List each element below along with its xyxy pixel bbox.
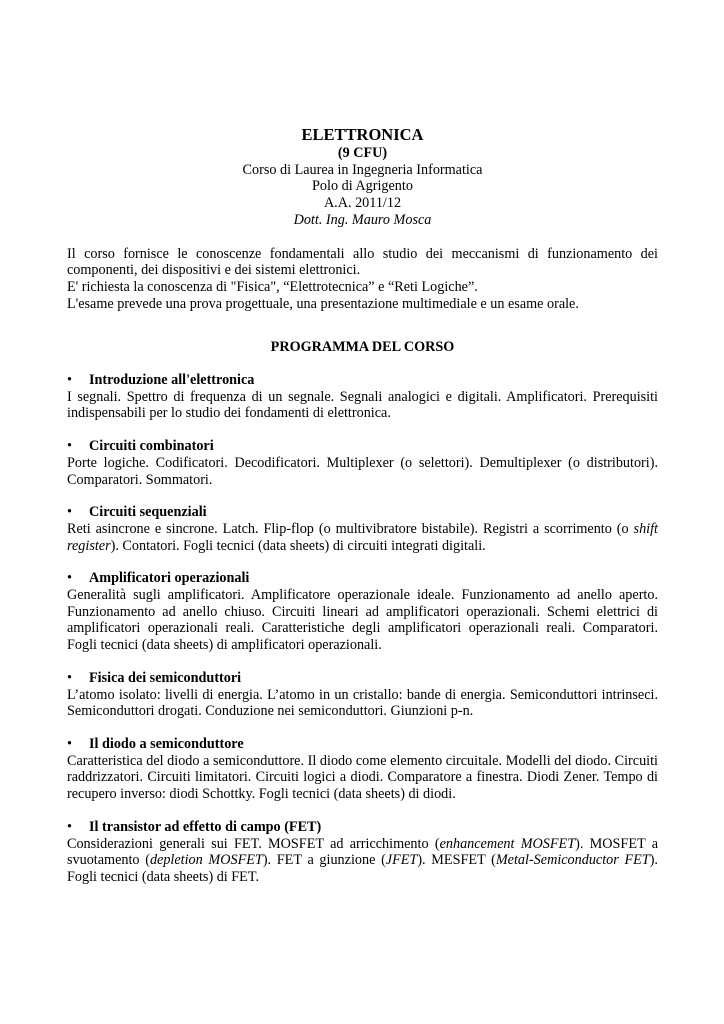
section-title-text: Circuiti combinatori	[89, 438, 214, 455]
intro-paragraph: E' richiesta la conoscenza di "Fisica", “Elettrotecnica” e “Reti Logiche”.	[67, 278, 478, 295]
section-body	[67, 521, 658, 554]
section-body: Porte logiche. Codificatori. Decodificatori. Multiplexer (o selettori). Demultiplexer (o distributori). Comparatori. Sommatori.	[67, 454, 658, 488]
section-title-text: Il transistor ad effetto di campo (FET)	[89, 818, 322, 835]
body-text-italic: depletion MOSFET	[149, 852, 263, 869]
section-title	[67, 819, 658, 836]
section-title	[67, 570, 658, 587]
section-body	[67, 836, 658, 886]
credits: (9 CFU)	[337, 145, 388, 161]
body-text: ). Contatori. Fogli tecnici (data sheets) di circuiti integrati digitali.	[110, 537, 486, 554]
section-sequential	[67, 504, 658, 554]
section-op-amps	[67, 570, 658, 654]
section-title-text: Introduzione all'elettronica	[89, 372, 255, 389]
section-combinational	[67, 438, 658, 488]
body-text: ). Fogli tecnici (data sheets) di FET.	[67, 852, 658, 885]
academic-year: A.A. 2011/12	[323, 195, 402, 212]
bullet: •	[67, 372, 72, 389]
section-title-text: Il diodo a semiconduttore	[89, 735, 244, 752]
section-body: I segnali. Spettro di frequenza di un segnale. Segnali analogici e digitali. Amplificatori. Prerequisiti indispensabili per lo studio dei fondamenti di elettronica.	[67, 388, 658, 422]
section-semiconductors	[67, 670, 658, 720]
body-text-italic: Metal-Semiconductor FET	[495, 852, 650, 869]
body-text-italic: JFET	[385, 852, 418, 869]
bullet: •	[67, 570, 72, 587]
intro-paragraph: L'esame prevede una prova progettuale, una presentazione multimediale e un esame orale.	[67, 295, 579, 312]
bullet: •	[67, 669, 72, 686]
section-title-text: Circuiti sequenziali	[89, 504, 207, 521]
body-text-italic: enhancement MOSFET	[439, 835, 576, 852]
body-text: Considerazioni generali sui FET. MOSFET ad arricchimento (	[67, 835, 440, 852]
section-body: L’atomo isolato: livelli di energia. L’atomo in un cristallo: bande di energia. Semiconduttori intrinseci. Semiconduttori drogati. Conduzione nei semiconduttori. Giunzioni p-n.	[67, 686, 658, 720]
intro	[67, 246, 658, 313]
body-text-italic: shift register	[67, 520, 658, 554]
body-text: ). FET a giunzione (	[262, 852, 386, 869]
section-body: Generalità sugli amplificatori. Amplificatore operazionale ideale. Funzionamento ad anello aperto. Funzionamento ad anello chiuso. Circuiti lineari ad amplificatori operazionali. Schemi elettrici di amplificatori operazionali reali. Caratteristiche degli amplificatori operazionali reali. Comparatori. Fogli tecnici (data sheets) di amplificatori operazionali.	[67, 587, 658, 654]
teacher: Dott. Ing. Mauro Mosca	[293, 211, 432, 228]
section-title	[67, 736, 658, 753]
document-page	[67, 125, 658, 886]
section-title	[67, 670, 658, 687]
body-text: ). MESFET (	[417, 852, 496, 869]
section-fet	[67, 819, 658, 886]
body-text: ). MOSFET a svuotamento (	[67, 835, 658, 869]
section-title-text: Amplificatori operazionali	[89, 570, 250, 587]
body-text: Reti asincrone e sincrone. Latch. Flip-flop (o multivibratore bistabile). Registri a scorrimento (o	[67, 520, 634, 537]
bullet: •	[67, 818, 72, 835]
bullet: •	[67, 504, 72, 521]
section-intro-electronics	[67, 372, 658, 422]
program-heading: PROGRAMMA DEL CORSO	[270, 339, 455, 356]
section-title	[67, 372, 658, 389]
section-body: Caratteristica del diodo a semiconduttore. Il diodo come elemento circuitale. Modelli del diodo. Circuiti raddrizzatori. Circuiti limitatori. Circuiti logici a diodi. Comparatore a finestra. Diodi Zener. Tempo di recupero inverso: diodi Schottky. Fogli tecnici (data sheets) di diodi.	[67, 752, 658, 803]
intro-paragraph: Il corso fornisce le conoscenze fondamentali allo studio dei meccanismi di funzionamento dei componenti, dei dispositivi e dei sistemi elettronici.	[67, 245, 658, 279]
document-title: ELETTRONICA	[301, 125, 424, 144]
bullet: •	[67, 735, 72, 752]
section-title	[67, 438, 658, 455]
section-title	[67, 504, 658, 521]
degree-course: Corso di Laurea in Ingegneria Informatica	[242, 161, 483, 178]
campus: Polo di Agrigento	[312, 178, 413, 195]
section-diode	[67, 736, 658, 803]
document-header	[67, 125, 658, 229]
bullet: •	[67, 438, 72, 455]
section-title-text: Fisica dei semiconduttori	[89, 669, 242, 686]
